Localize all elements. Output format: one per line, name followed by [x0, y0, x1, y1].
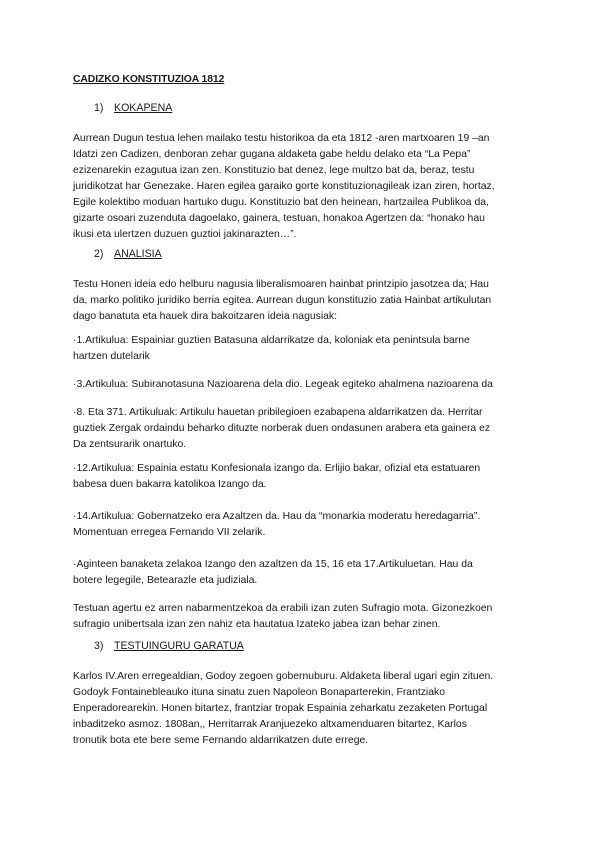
- paragraph: [73, 509, 533, 541]
- paragraph-line: tronutik bota ete bere seme Fernando aldarrikatzen dute errege.: [73, 735, 369, 746]
- paragraph-line: babesa duen bakarra katolikoa Izango da.: [73, 479, 267, 490]
- paragraph: [73, 131, 533, 243]
- section-heading-label: ANALISIA: [114, 248, 162, 260]
- section-number: 3): [94, 640, 104, 652]
- section-heading: [94, 248, 162, 260]
- paragraph-line: ·12.Artikulua: Espainia estatu Konfesionala izango da. Erlijio bakar, ofizial eta estatuaren: [73, 463, 481, 474]
- paragraph-line: botere legegile, Betearazle eta judiziala.: [73, 575, 258, 586]
- paragraph-line: Egile kolektibo moduan hartuko dugu. Konstituzio bat den heinean, hartzailea Publikoa da,: [73, 197, 489, 208]
- paragraph-line: ezizenarekin ezagutua izan zen. Konstituzio bat denez, lege multzo bat da, beraz, testu: [73, 165, 475, 176]
- paragraph-line: sufragio unibertsala izan zen nahiz eta hautatua Izateko jabea izan behar zinen.: [73, 619, 441, 630]
- paragraph-line: Testuan agertu ez arren nabarmentzekoa da erabili izan zuten Sufragio mota. Gizonezkoen: [73, 603, 493, 614]
- paragraph-line: Idatzi zen Cadizen, denboran zehar gugana aldaketa gabe heldu delako eta “La Pepa”: [73, 149, 471, 160]
- paragraph: [73, 277, 533, 325]
- paragraph-line: ikusi eta ulertzen duzuen guztioi jakinarazten…”.: [73, 229, 297, 240]
- paragraph-line: Aurrean Dugun testua lehen mailako testu historikoa da eta 1812 -aren martxoaren 19 –an: [73, 133, 490, 144]
- paragraph-line: inbaditzeko asmoz. 1808an,, Herritarrak Aranjuezeko altxamenduaren bitartez, Karlos: [73, 719, 467, 730]
- paragraph-line: Momentuan erregea Fernando VII zelarik.: [73, 527, 266, 538]
- section-heading-label: TESTUINGURU GARATUA: [114, 640, 244, 652]
- paragraph-line: ·3.Artikulua: Subiranotasuna Nazioarena dela dio. Legeak egiteko ahalmena nazioarena da: [73, 379, 493, 390]
- section-heading: [94, 102, 172, 114]
- paragraph-line: ·14.Artikulua: Gobernatzeko era Azaltzen da. Hau da “monarkia moderatu heredagarria”.: [73, 511, 481, 522]
- paragraph-line: Enperadorearekin. Honen bitartez, frantziar tropak Espainia zeharkatu zezaketen Portugal: [73, 703, 488, 714]
- paragraph-line: Da zentsurarik onartuko.: [73, 439, 187, 450]
- paragraph: [73, 405, 533, 453]
- paragraph-line: ·8. Eta 371. Artikuluak: Artikulu hauetan pribilegioen ezabapena aldarrikatzen da. Herritar: [73, 407, 483, 418]
- paragraph: [73, 669, 533, 749]
- paragraph: [73, 557, 533, 589]
- paragraph-line: gizarte osoari zuzenduta dagoelako, gainera, testuan, honakoa Agertzen da: “honako hau: [73, 213, 485, 224]
- paragraph-line: Testu Honen ideia edo helburu nagusia liberalismoaren hainbat printzipio jasotzea da; Hau: [73, 279, 489, 290]
- paragraph: [73, 461, 533, 493]
- document-title: CADIZKO KONSTITUZIOA 1812: [73, 74, 225, 85]
- paragraph: [73, 601, 533, 633]
- section-number: 2): [94, 248, 104, 260]
- paragraph-line: guztiek Zergak ordaindu beharko dituzte norberak duen ondasunen arabera eta gainera ez: [73, 423, 491, 434]
- paragraph-line: hartzen dutelarik: [73, 351, 150, 362]
- paragraph-line: Karlos IV.Aren erregealdian, Godoy zegoen gobernuburu. Aldaketa liberal ugari egin zituen.: [73, 671, 494, 682]
- section-heading: [94, 640, 244, 652]
- paragraph-line: da, marko politiko juridiko berria egitea. Aurrean dugun konstituzio zatia Hainbat artikulutan: [73, 295, 492, 306]
- paragraph-line: Godoyk Fontainebleauko ituna sinatu zuen Napoleon Bonaparterekin, Frantziako: [73, 687, 445, 698]
- paragraph-line: dago banatuta eta hauek dira bakoitzaren ideia nagusiak:: [73, 311, 338, 322]
- section-heading-label: KOKAPENA: [114, 102, 173, 114]
- section-number: 1): [94, 102, 104, 114]
- paragraph: [73, 333, 533, 365]
- paragraph: [73, 377, 533, 393]
- paragraph-line: ·Aginteen banaketa zelakoa Izango den azaltzen da 15, 16 eta 17.Artikuluetan. Hau da: [73, 559, 473, 570]
- paragraph-line: juridikotzat har Genezake. Haren egilea garaiko gorte konstituzionagileak izan ziren, hortaz,: [73, 181, 495, 192]
- paragraph-line: ·1.Artikulua: Espainiar guztien Batasuna aldarrikatze da, koloniak eta penintsula barne: [73, 335, 470, 346]
